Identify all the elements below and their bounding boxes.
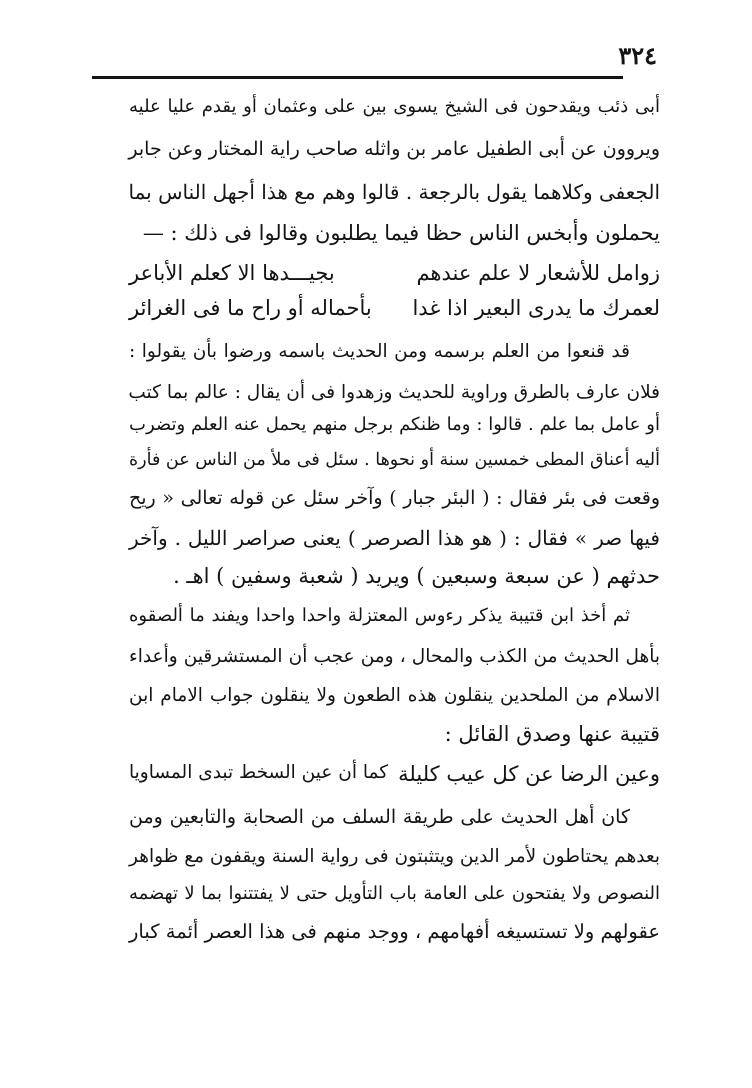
text-line: قد قنعوا من العلم برسمه ومن الحديث باسمه ورضوا بأن يقولوا : — [129, 341, 630, 362]
verse-first-hemistich: وعين الرضا عن كل عيب كليلة — [398, 762, 660, 786]
text-line: ويروون عن أبى الطفيل عامر بن واثله صاحب راية المختار وعن جابر — [128, 138, 660, 160]
text-line: يحملون وأبخس الناس حظا فيما يطلبون وقالوا فى ذلك : — — [142, 221, 660, 245]
text-line: أبى ذئب ويقدحون فى الشيخ يسوى بين على وعثمان أو يقدم عليا عليه — [129, 96, 660, 117]
verse-first-hemistich: زوامل للأشعار لا علم عندهم — [416, 261, 660, 285]
verse-second-hemistich: بجيـــدها الا كعلم الأباعر — [129, 261, 335, 285]
text-line: كان أهل الحديث على طريقة السلف من الصحابة والتابعين ومن — [129, 806, 630, 828]
page-number: ٣٢٤ — [618, 41, 657, 70]
text-line: عقولهم ولا تستسيغه أفهامهم ، ووجد منهم فى هذا العصر أئمة كبار — [129, 920, 660, 943]
text-line: أليه أعناق المطى خمسين سنة أو نحوها . سئل فى ملأ من الناس عن فأرة — [129, 450, 660, 470]
verse-line — [129, 296, 660, 326]
text-line: ثم أخذ ابن قتيبة يذكر رءوس المعتزلة واحدا واحدا ويفند ما ألصقوه — [129, 605, 630, 626]
text-line: أو عامل بما علم . قالوا : وما ظنكم برجل منهم يحمل عنه العلم وتضرب — [129, 414, 660, 435]
header-rule — [92, 76, 623, 79]
verse-second-hemistich: بأحماله أو راح ما فى الغرائر — [129, 296, 372, 320]
text-line: فلان عارف بالطرق وراوية للحديث وزهدوا فى أن يقال : عالم بما كتب — [128, 382, 660, 403]
text-line: الاسلام من الملحدين ينقلون هذه الطعون ولا ينقلون جواب الامام ابن — [129, 685, 660, 706]
verse-second-hemistich: كما أن عين السخط تبدى المساويا — [129, 762, 389, 783]
verse-first-hemistich: لعمرك ما يدرى البعير اذا غدا — [412, 296, 660, 320]
text-line: بعدهم يحتاطون لأمر الدين ويتثبتون فى رواية السنة ويقفون مع ظواهر — [129, 846, 660, 867]
text-line: الجعفى وكلاهما يقول بالرجعة . قالوا وهم مع هذا أجهل الناس بما — [128, 180, 660, 204]
text-line: النصوص ولا يفتحون على العامة باب التأويل حتى لا يفتتنوا بما لا تهضمه — [129, 883, 660, 904]
verse-line — [129, 261, 660, 291]
text-line: فيها صر » فقال : ( هو هذا الصرصر ) يعنى صراصر الليل . وآخر — [129, 526, 660, 550]
verse-line — [129, 762, 660, 792]
text-line: قتيبة عنها وصدق القائل : — [444, 722, 660, 746]
text-line: وقعت فى بئر فقال : ( البئر جبار ) وآخر سئل عن قوله تعالى « ريح — [129, 487, 660, 509]
text-line: بأهل الحديث من الكذب والمحال ، ومن عجب أن المستشرقين وأعداء — [129, 646, 660, 667]
text-line: حدثهم ( عن سبعة وسبعين ) ويريد ( شعبة وسفين ) اهـ . — [173, 564, 660, 588]
